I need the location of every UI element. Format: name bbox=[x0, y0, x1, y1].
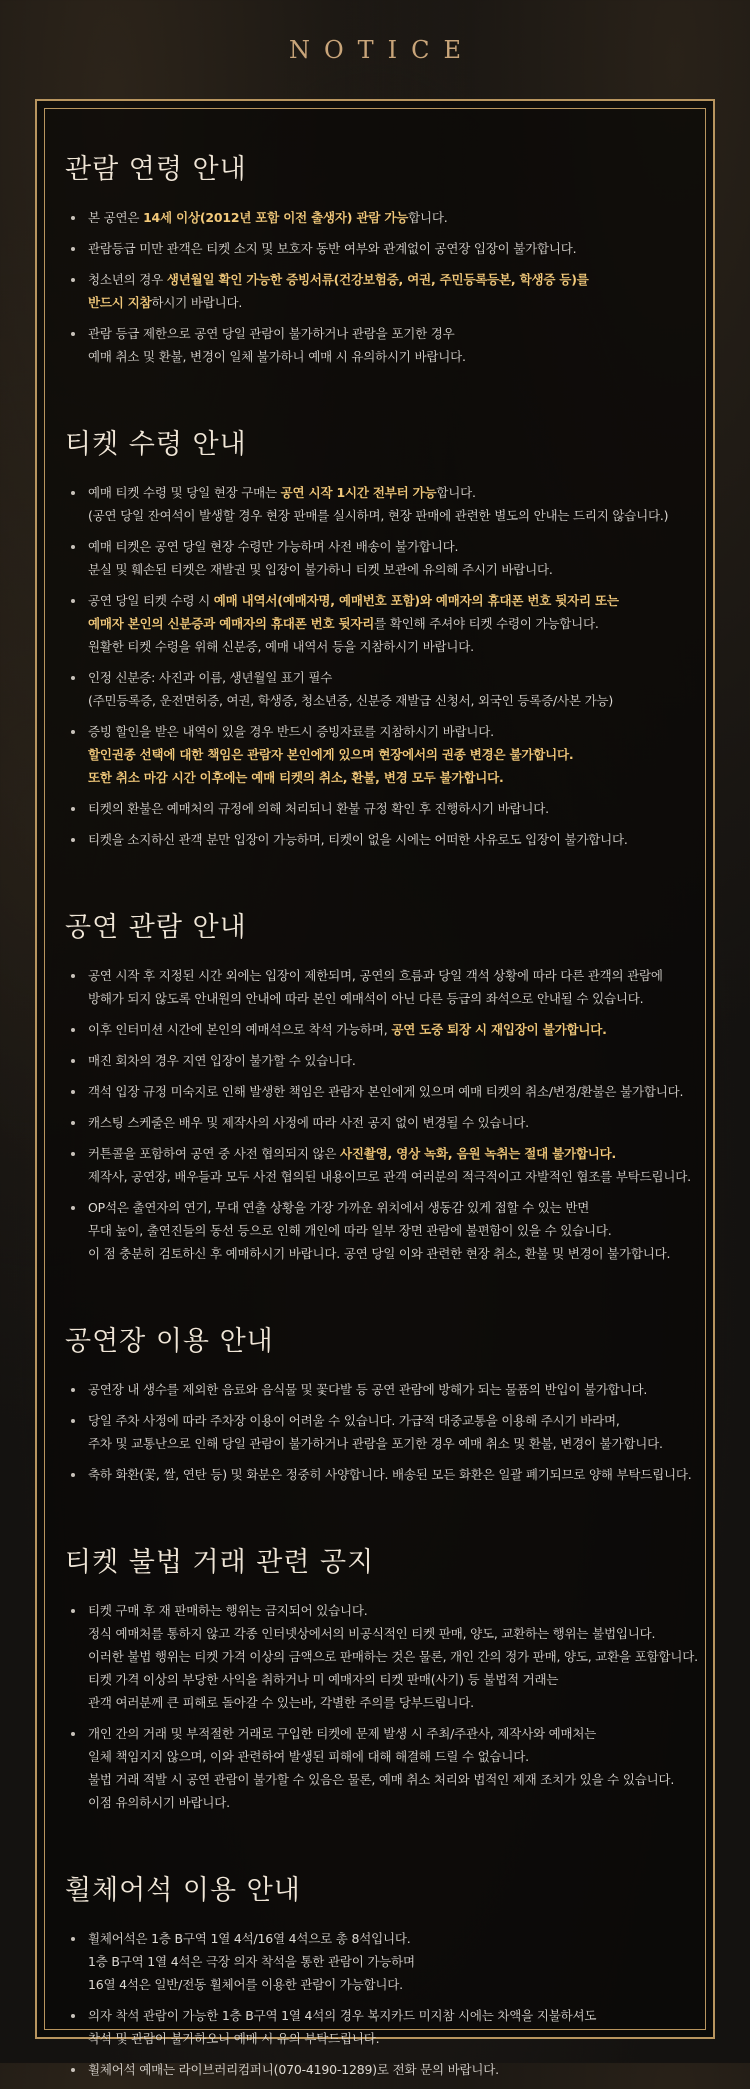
notice-section bbox=[65, 905, 693, 1265]
body-text: 휠체어석은 1층 B구역 1열 4석/16열 4석으로 총 8석입니다. bbox=[88, 1931, 411, 1946]
notice-line bbox=[88, 1973, 693, 1996]
section-title: 휠체어석 이용 안내 bbox=[65, 1875, 301, 1906]
notice-line bbox=[88, 1791, 693, 1814]
body-text: 의자 착석 관람이 가능한 1층 B구역 1열 4석의 경우 복지카드 미지참 시에는 차액을 지불하셔도 bbox=[88, 2008, 597, 2023]
notice-line bbox=[88, 1950, 693, 1973]
highlight-text: 공연 시작 1시간 전부터 가능 bbox=[280, 485, 437, 500]
notice-line bbox=[88, 1722, 693, 1745]
notice-line bbox=[88, 237, 693, 260]
page-title: NOTICE bbox=[288, 36, 476, 64]
body-text: 티켓 구매 후 재 판매하는 행위는 금지되어 있습니다. bbox=[88, 1603, 368, 1618]
notice-line bbox=[88, 268, 693, 291]
notice-item bbox=[65, 1049, 693, 1072]
notice-line bbox=[88, 1080, 693, 1103]
notice-line bbox=[88, 1745, 693, 1768]
notice-line bbox=[88, 1463, 693, 1486]
body-text: 관람 등급 제한으로 공연 당일 관람이 불가하거나 관람을 포기한 경우 bbox=[88, 326, 455, 341]
notice-item bbox=[65, 1722, 693, 1814]
notice-line bbox=[88, 766, 693, 789]
notice-line bbox=[88, 1409, 693, 1432]
notice-line bbox=[88, 481, 693, 504]
body-text: 를 확인해 주셔야 티켓 수령이 가능합니다. bbox=[374, 616, 599, 631]
highlight-text: 반드시 지참 bbox=[88, 295, 152, 310]
notice-line bbox=[88, 1219, 693, 1242]
highlight-text: 할인권종 선택에 대한 책임은 관람자 본인에게 있으며 현장에서의 권종 변경은 불가합니다. bbox=[88, 747, 574, 762]
body-text: 16열 4석은 일반/전동 휠체어를 이용한 관람이 가능합니다. bbox=[88, 1977, 403, 1992]
notice-line bbox=[88, 322, 693, 345]
notice-item bbox=[65, 206, 693, 229]
highlight-text: 14세 이상(2012년 포함 이전 출생자) 관람 가능 bbox=[143, 210, 409, 225]
body-text: 일체 책임지지 않으며, 이와 관련하여 발생된 피해에 대해 해결해 드릴 수 없습니다. bbox=[88, 1749, 529, 1764]
section-title: 티켓 불법 거래 관련 공지 bbox=[65, 1547, 375, 1578]
notice-line bbox=[88, 1668, 693, 1691]
body-text: 합니다. bbox=[436, 485, 476, 500]
notice-line bbox=[88, 612, 693, 635]
highlight-text: 예매자 본인의 신분증과 예매자의 휴대폰 번호 뒷자리 bbox=[88, 616, 375, 631]
body-text: 공연 당일 티켓 수령 시 bbox=[88, 593, 214, 608]
notice-item bbox=[65, 797, 693, 820]
notice-line bbox=[88, 1432, 693, 1455]
notice-item bbox=[65, 1378, 693, 1401]
body-text: 증빙 할인을 받은 내역이 있을 경우 반드시 증빙자료를 지참하시기 바랍니다. bbox=[88, 724, 494, 739]
notice-item bbox=[65, 322, 693, 368]
notice-line bbox=[88, 828, 693, 851]
body-text: 예매 티켓 수령 및 당일 현장 구매는 bbox=[88, 485, 281, 500]
notice-line bbox=[88, 635, 693, 658]
notice-line bbox=[88, 504, 693, 527]
highlight-text: 생년월일 확인 가능한 증빙서류(건강보험증, 여권, 주민등록등본, 학생증 등)를 bbox=[166, 272, 589, 287]
body-text: 이후 인터미션 시간에 본인의 예매석으로 착석 가능하며, bbox=[88, 1022, 392, 1037]
notice-item bbox=[65, 1196, 693, 1265]
body-text: 예매 티켓은 공연 당일 현장 수령만 가능하며 사전 배송이 불가합니다. bbox=[88, 539, 459, 554]
notice-line bbox=[88, 720, 693, 743]
notice-line bbox=[88, 987, 693, 1010]
body-text: 하시기 바랍니다. bbox=[151, 295, 243, 310]
body-text: 이점 유의하시기 바랍니다. bbox=[88, 1795, 230, 1810]
body-text: 본 공연은 bbox=[88, 210, 144, 225]
notice-line bbox=[88, 1768, 693, 1791]
notice-item bbox=[65, 268, 693, 314]
notice-line bbox=[88, 535, 693, 558]
body-text: 캐스팅 스케줄은 배우 및 제작사의 사정에 따라 사전 공지 없이 변경될 수 있습니다. bbox=[88, 1115, 529, 1130]
notice-item bbox=[65, 481, 693, 527]
notice-line bbox=[88, 1142, 693, 1165]
notice-line bbox=[88, 589, 693, 612]
body-text: 불법 거래 적발 시 공연 관람이 불가할 수 있음은 물론, 예매 취소 처리와 법적인 제재 조치가 있을 수 있습니다. bbox=[88, 1772, 675, 1787]
notice-item bbox=[65, 1927, 693, 1996]
notice-line bbox=[88, 1599, 693, 1622]
section-title: 공연장 이용 안내 bbox=[65, 1326, 274, 1357]
notice-line bbox=[88, 797, 693, 820]
body-text: 티켓의 환불은 예매처의 규정에 의해 처리되니 환불 규정 확인 후 진행하시기 바랍니다. bbox=[88, 801, 549, 816]
body-text: 관람등급 미만 관객은 티켓 소지 및 보호자 동반 여부와 관계없이 공연장 입장이 불가합니다. bbox=[88, 241, 577, 256]
notice-item bbox=[65, 666, 693, 712]
notice-line bbox=[88, 964, 693, 987]
notice-item bbox=[65, 828, 693, 851]
notice-line bbox=[88, 1691, 693, 1714]
highlight-text: 또한 취소 마감 시간 이후에는 예매 티켓의 취소, 환불, 변경 모두 불가합니다. bbox=[88, 770, 504, 785]
body-text: 공연 시작 후 지정된 시간 외에는 입장이 제한되며, 공연의 흐름과 당일 객석 상황에 따라 다른 관객의 관람에 bbox=[88, 968, 663, 983]
section-title: 관람 연령 안내 bbox=[65, 154, 247, 185]
body-text: 1층 B구역 1열 4석은 극장 의자 착석을 통한 관람이 가능하며 bbox=[88, 1954, 415, 1969]
notice-line bbox=[88, 1622, 693, 1645]
notice-line bbox=[88, 666, 693, 689]
notice-line bbox=[88, 558, 693, 581]
notice-item bbox=[65, 1018, 693, 1041]
body-text: (공연 당일 잔여석이 발생할 경우 현장 판매를 실시하며, 현장 판매에 관련한 별도의 안내는 드리지 않습니다.) bbox=[88, 508, 669, 523]
notice-item bbox=[65, 1599, 698, 1714]
notice-item bbox=[65, 1409, 693, 1455]
highlight-text: 사진촬영, 영상 녹화, 음원 녹취는 절대 불가합니다. bbox=[340, 1146, 617, 1161]
notice-content bbox=[65, 147, 698, 2089]
notice-item bbox=[65, 1463, 693, 1486]
body-text: 주차 및 교통난으로 인해 당일 관람이 불가하거나 관람을 포기한 경우 예매 취소 및 환불, 변경이 불가합니다. bbox=[88, 1436, 663, 1451]
body-text: 매진 회차의 경우 지연 입장이 불가할 수 있습니다. bbox=[88, 1053, 356, 1068]
body-text: 방해가 되지 않도록 안내원의 안내에 따라 본인 예매석이 아닌 다른 등급의 좌석으로 안내될 수 있습니다. bbox=[88, 991, 644, 1006]
notice-section bbox=[65, 1540, 698, 1814]
body-text: 관객 여러분께 큰 피해로 돌아갈 수 있는바, 각별한 주의를 당부드립니다. bbox=[88, 1695, 474, 1710]
body-text: 정식 예매처를 통하지 않고 각종 인터넷상에서의 비공식적인 티켓 판매, 양도, 교환하는 행위는 불법입니다. bbox=[88, 1626, 656, 1641]
highlight-text: 공연 도중 퇴장 시 재입장이 불가합니다. bbox=[391, 1022, 607, 1037]
body-text: 커튼콜을 포함하여 공연 중 사전 협의되지 않은 bbox=[88, 1146, 341, 1161]
notice-item bbox=[65, 964, 693, 1010]
highlight-text: 예매 내역서(예매자명, 예매번호 포함)와 예매자의 휴대폰 번호 뒷자리 또는 bbox=[213, 593, 619, 608]
body-text: 착석 및 관람이 불가하오니 예매 시 유의 부탁드립니다. bbox=[88, 2031, 380, 2046]
notice-line bbox=[88, 2027, 693, 2050]
body-text: 이러한 불법 행위는 티켓 가격 이상의 금액으로 판매하는 것은 물론, 개인 간의 정가 판매, 양도, 교환을 포함합니다. bbox=[88, 1649, 698, 1664]
notice-line bbox=[88, 1645, 698, 1668]
notice-section bbox=[65, 422, 693, 851]
notice-line bbox=[88, 1165, 693, 1188]
section-title: 공연 관람 안내 bbox=[65, 912, 247, 943]
notice-line bbox=[88, 1378, 693, 1401]
notice-item bbox=[65, 2004, 693, 2050]
notice-item bbox=[65, 589, 693, 658]
notice-line bbox=[88, 1018, 693, 1041]
notice-item bbox=[65, 1080, 693, 1103]
notice-line bbox=[88, 689, 693, 712]
notice-item bbox=[65, 720, 693, 789]
body-text: 개인 간의 거래 및 부적절한 거래로 구입한 티켓에 문제 발생 시 주최/주관사, 제작사와 예매처는 bbox=[88, 1726, 597, 1741]
notice-item bbox=[65, 2058, 693, 2081]
body-text: 분실 및 훼손된 티켓은 재발권 및 입장이 불가하니 티켓 보관에 유의해 주시기 바랍니다. bbox=[88, 562, 553, 577]
body-text: 공연장 내 생수를 제외한 음료와 음식물 및 꽃다발 등 공연 관람에 방해가 되는 물품의 반입이 불가합니다. bbox=[88, 1382, 648, 1397]
notice-item bbox=[65, 1111, 693, 1134]
notice-line bbox=[88, 206, 693, 229]
notice-line bbox=[88, 1196, 693, 1219]
notice-section bbox=[65, 147, 693, 368]
notice-line bbox=[88, 1927, 693, 1950]
notice-frame bbox=[35, 99, 715, 2077]
section-title: 티켓 수령 안내 bbox=[65, 429, 247, 460]
notice-line bbox=[88, 1049, 693, 1072]
body-text: (주민등록증, 운전면허증, 여권, 학생증, 청소년증, 신분증 재발급 신청서, 외국인 등록증/사본 가능) bbox=[88, 693, 613, 708]
notice-section bbox=[65, 1868, 693, 2081]
notice-line bbox=[88, 2058, 693, 2081]
notice-item bbox=[65, 237, 693, 260]
body-text: 티켓 가격 이상의 부당한 사익을 취하거나 미 예매자의 티켓 판매(사기) 등 불법적 거래는 bbox=[88, 1672, 559, 1687]
body-text: 휠체어석 예매는 라이브러리컴퍼니(070-4190-1289)로 전화 문의 바랍니다. bbox=[88, 2062, 499, 2077]
notice-line bbox=[88, 2004, 693, 2027]
notice-section bbox=[65, 1319, 693, 1486]
body-text: 예매 취소 및 환불, 변경이 일체 불가하니 예매 시 유의하시기 바랍니다. bbox=[88, 349, 466, 364]
body-text: 청소년의 경우 bbox=[88, 272, 167, 287]
notice-line bbox=[88, 291, 693, 314]
body-text: 축하 화환(꽃, 쌀, 연탄 등) 및 화분은 정중히 사양합니다. 배송된 모든 화환은 일괄 폐기되므로 양해 부탁드립니다. bbox=[88, 1467, 692, 1482]
body-text: OP석은 출연자의 연기, 무대 연출 상황을 가장 가까운 위치에서 생동감 있게 접할 수 있는 반면 bbox=[88, 1200, 590, 1215]
notice-line bbox=[88, 1242, 693, 1265]
body-text: 무대 높이, 출연진들의 동선 등으로 인해 개인에 따라 일부 장면 관람에 불편함이 있을 수 있습니다. bbox=[88, 1223, 612, 1238]
body-text: 티켓을 소지하신 관객 분만 입장이 가능하며, 티켓이 없을 시에는 어떠한 사유로도 입장이 불가합니다. bbox=[88, 832, 628, 847]
notice-line bbox=[88, 743, 693, 766]
body-text: 제작사, 공연장, 배우들과 모두 사전 협의된 내용이므로 관객 여러분의 적극적이고 자발적인 협조를 부탁드립니다. bbox=[88, 1169, 691, 1184]
body-text: 원활한 티켓 수령을 위해 신분증, 예매 내역서 등을 지참하시기 바랍니다. bbox=[88, 639, 474, 654]
notice-item bbox=[65, 1142, 693, 1188]
body-text: 당일 주차 사정에 따라 주차장 이용이 어려울 수 있습니다. 가급적 대중교통을 이용해 주시기 바라며, bbox=[88, 1413, 620, 1428]
notice-item bbox=[65, 535, 693, 581]
notice-line bbox=[88, 345, 693, 368]
notice-line bbox=[88, 1111, 693, 1134]
body-text: 객석 입장 규정 미숙지로 인해 발생한 책임은 관람자 본인에게 있으며 예매 티켓의 취소/변경/환불은 불가합니다. bbox=[88, 1084, 684, 1099]
body-text: 이 점 충분히 검토하신 후 예매하시기 바랍니다. 공연 당일 이와 관련한 현장 취소, 환불 및 변경이 불가합니다. bbox=[88, 1246, 671, 1261]
body-text: 합니다. bbox=[408, 210, 448, 225]
body-text: 인정 신분증: 사진과 이름, 생년월일 표기 필수 bbox=[88, 670, 333, 685]
